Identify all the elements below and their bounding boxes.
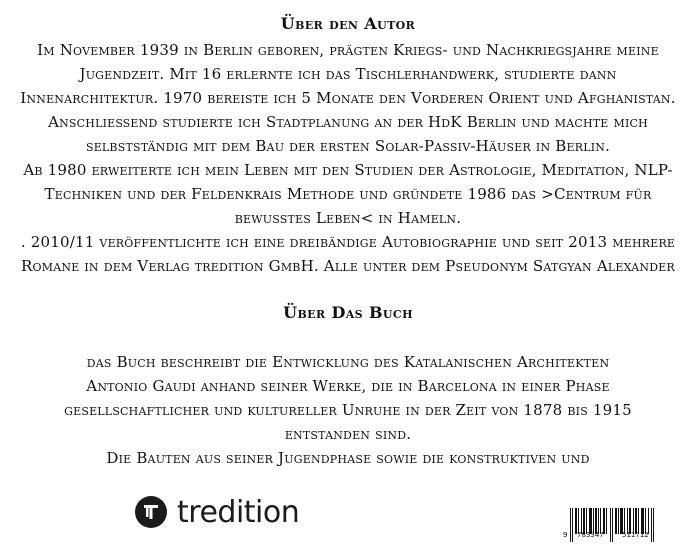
publisher-name: tredition (177, 494, 300, 530)
barcode-prefix: 9 (563, 531, 568, 539)
book-heading: Über Das Buch (283, 303, 413, 322)
author-heading: Über den Autor (280, 14, 416, 33)
barcode-group-1: 783347 (577, 531, 604, 539)
author-line-10: Romane in dem Verlag tredition GmbH. Alle unter dem Pseudonym Satgyan Alexander (21, 257, 675, 275)
author-line-2: Jugendzeit. Mit 16 erlernte ich das Tischlerhandwerk, studierte dann (79, 65, 617, 83)
tredition-logo-icon (135, 496, 167, 528)
book-line-2: Antonio Gaudi anhand seiner Werke, die in Barcelona in einer Phase (86, 377, 610, 395)
author-line-8: bewusstes Leben< in Hameln. (234, 209, 462, 227)
book-line-4: entstanden sind. (284, 425, 412, 443)
author-line-7: Techniken und der Feldenkrais Methode und gründete 1986 das >Centrum für (44, 185, 652, 203)
author-line-5: selbstständig mit dem Bau der ersten Solar-Passiv-Häuser in Berlin. (85, 137, 611, 155)
author-line-4: Anschließend studierte ich Stadtplanung an der HdK Berlin und machte mich (48, 113, 648, 131)
author-line-6: Ab 1980 erweiterte ich mein Leben mit den Studien der Astrologie, Meditation, NLP- (23, 161, 673, 179)
book-line-3: gesellschaftlicher und kultureller Unruhe in der Zeit von 1878 bis 1915 (64, 401, 632, 419)
barcode-group-2: 511712 (622, 531, 649, 539)
author-line-9: . 2010/11 veröffentlichte ich eine dreibändige Autobiographie und seit 2013 mehrere (20, 233, 676, 251)
book-line-5: Die Bauten aus seiner Jugendphase sowie die konstruktiven und (106, 449, 590, 467)
author-line-3: Innenarchitektur. 1970 bereiste ich 5 Monate den Vorderen Orient und Afghanistan. (20, 89, 676, 107)
publisher-logo (135, 494, 299, 530)
author-line-1: Im November 1939 in Berlin geboren, prägten Kriegs- und Nachkriegsjahre meine (37, 41, 659, 59)
book-line-1: das Buch beschreibt die Entwicklung des Katalanischen Architekten (86, 353, 610, 371)
